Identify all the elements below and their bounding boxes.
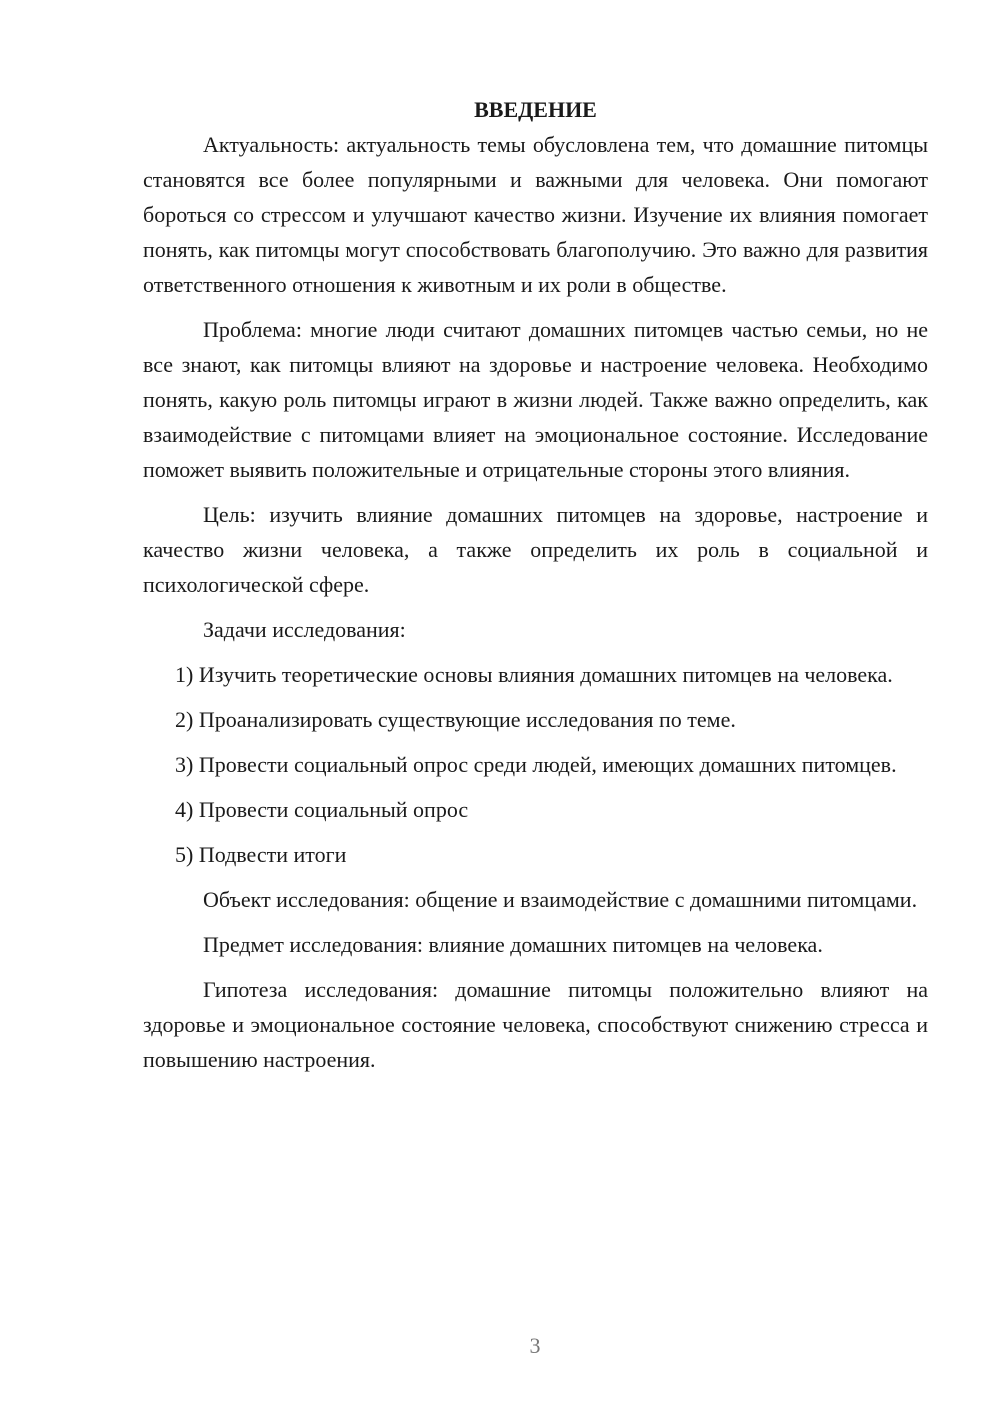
page-number: 3 xyxy=(529,1333,541,1358)
subject-paragraph: Предмет исследования: влияние домашних питомцев на человека. xyxy=(203,932,823,957)
goal-paragraph: Цель: изучить влияние домашних питомцев на здоровье, настроение и качество жизни человека, а также определить их роль в социальной и психологической сфере. xyxy=(143,502,928,597)
relevance-paragraph: Актуальность: актуальность темы обусловлена тем, что домашние питомцы становятся все более популярными и важными для человека. Они помогают бороться со стрессом и улучшают качество жизни. Изучение их влияния помогает понять, как питомцы могут способствовать благополучию. Это важно для развития ответственного отношения к животным и их роли в обществе. xyxy=(143,132,928,297)
task-item-5: 5) Подвести итоги xyxy=(175,842,347,867)
task-item-3: 3) Провести социальный опрос среди людей, имеющих домашних питомцев. xyxy=(175,752,897,777)
tasks-heading: Задачи исследования: xyxy=(203,617,406,642)
problem-paragraph: Проблема: многие люди считают домашних питомцев частью семьи, но не все знают, как питомцы влияют на здоровье и настроение человека. Необходимо понять, какую роль питомцы играют в жизни людей. Также важно определить, как взаимодействие с питомцами влияет на эмоциональное состояние. Исследование поможет выявить положительные и отрицательные стороны этого влияния. xyxy=(143,317,928,482)
task-item-2: 2) Проанализировать существующие исследования по теме. xyxy=(175,707,736,732)
task-item-1: 1) Изучить теоретические основы влияния домашних питомцев на человека. xyxy=(175,662,893,687)
task-item-4: 4) Провести социальный опрос xyxy=(175,797,469,822)
hypothesis-paragraph: Гипотеза исследования: домашние питомцы положительно влияют на здоровье и эмоциональное состояние человека, способствуют снижению стресса и повышению настроения. xyxy=(143,977,928,1072)
section-title: ВВЕДЕНИЕ xyxy=(474,97,597,122)
document-page xyxy=(143,92,928,1077)
object-paragraph: Объект исследования: общение и взаимодействие с домашними питомцами. xyxy=(203,887,918,912)
